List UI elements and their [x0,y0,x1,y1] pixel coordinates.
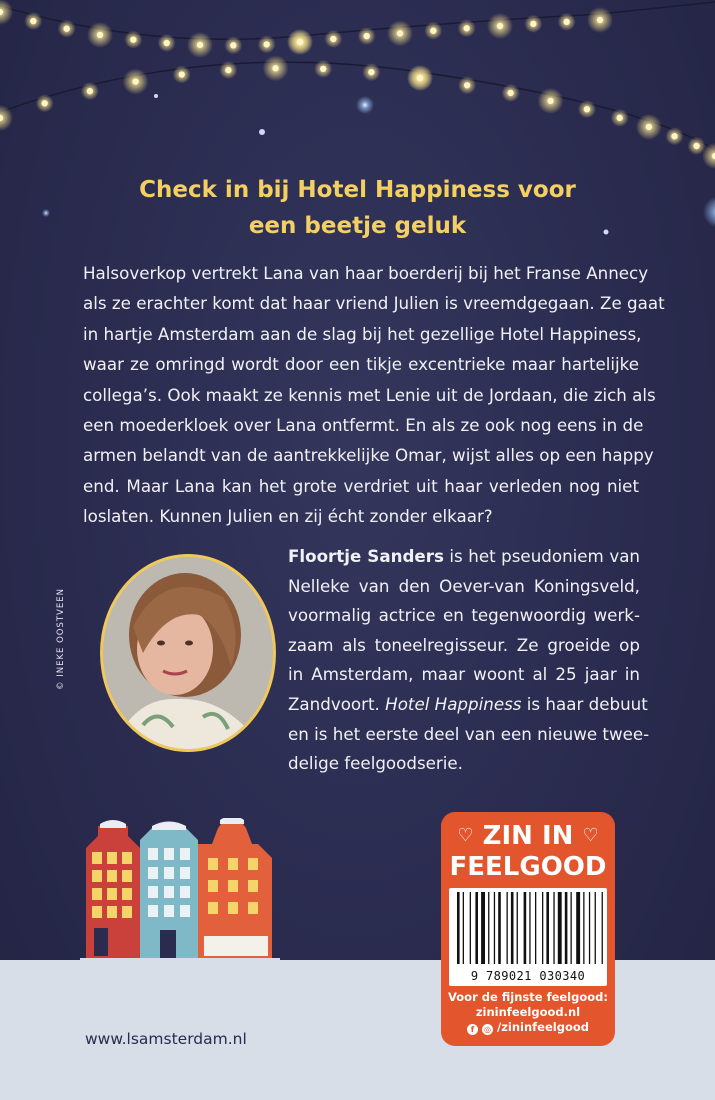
social-handle: /zininfeelgood [497,1020,589,1034]
light-bulb-core [63,25,69,31]
house-window [148,867,158,879]
bio-text: en is het eerste deel van een nieuwe twee- [288,723,650,744]
barcode-bar [507,892,508,964]
light-bulb-core [130,36,136,42]
house-window [164,848,174,860]
house-window [228,880,238,892]
barcode-bar [470,892,471,964]
light-bulb-core [230,42,236,48]
bio-text: in Amsterdam, maar woont al 25 jaar in [288,664,640,685]
barcode-bar [475,892,478,964]
canal-houses-illustration [80,818,280,966]
light-bulb-core [197,42,203,48]
heart-outline-icon: ♡ [582,825,599,846]
blurb-line: loslaten. Kunnen Julien en zij écht zonder elkaar? [83,506,493,527]
light-bulb-core [179,71,185,77]
bio-text: voormalig actrice en tegenwoordig werk- [288,605,640,626]
house-window [180,867,190,879]
light-bulb-core [225,67,231,73]
blurb-line: in hartje Amsterdam aan de slag bij het gezellige Hotel Happiness, [83,323,642,344]
house-window [180,905,190,917]
barcode-bar [535,892,536,964]
house-window [107,870,117,882]
light-bulb-core [507,90,513,96]
barcode-bar [546,892,549,964]
bio-text: Zandvoort. [288,693,386,714]
house-window [148,905,158,917]
light-bulb-core [430,28,436,34]
house-window [107,888,117,900]
house-window [148,886,158,898]
house-window [164,886,174,898]
blurb-line: end. Maar Lana kan het grote verdriet uit haar verleden nog niet [83,475,639,496]
house-window [180,886,190,898]
light-bulb-core [320,66,326,72]
headline [90,172,625,244]
barcode-bar [463,892,464,964]
badge-title-line-2: FEELGOOD [449,852,607,882]
bio-text: is het pseudoniem van [443,546,640,566]
badge-title [441,820,615,883]
light-bulb-core [30,18,36,24]
author-bio [288,542,650,779]
house-window [92,888,102,900]
house-window [248,880,258,892]
light-bulb-core [330,36,336,42]
barcode-bar [558,892,562,964]
light-bulb-core [163,40,169,46]
barcode-bar [602,892,603,964]
barcode-bar [589,892,590,964]
author-photo-illustration [103,557,273,749]
light-bulb-core [397,30,403,36]
light-bulb-core [132,78,138,84]
blurb-line: waar ze omringd wordt door een tikje excentrieke maar hartelijke [83,354,639,375]
book-title: Hotel Happiness [385,693,522,714]
badge-title-line-1: ZIN IN [482,821,574,851]
barcode-bar [517,892,518,964]
barcode-bar [494,892,495,964]
barcode-bar [457,892,460,964]
light-bulb-core [297,39,303,45]
barcode-bar [565,892,568,964]
light-bulb-core [41,100,47,106]
house-window [208,880,218,892]
house-window [92,852,102,864]
house-window [228,902,238,914]
house-window [92,870,102,882]
light-bulb-core [646,124,652,130]
light-bulb-core [464,82,470,88]
social-handle-row[interactable] [441,1020,615,1035]
blurb-line: armen belandt van de aantrekkelijke Omar, wijst alles op een happy [83,445,654,466]
barcode-bar [529,892,530,964]
light-bulb-core [463,25,469,31]
badge-tagline [441,990,615,1035]
light-bulb-core [597,17,603,23]
bio-text: Nelleke van den Oever-van Koningsveld, [288,575,640,596]
house-window [122,906,132,918]
house-window [180,848,190,860]
barcode-bar [524,892,527,964]
facebook-icon: f [467,1024,478,1035]
light-bulb-core [368,69,374,75]
barcode-bar [498,892,501,964]
photo-credit: © INEKE OOSTVEEN [56,588,66,690]
zin-in-feelgood-badge [441,812,615,1046]
blurb-line: een moederkloek over Lana ontfermt. En als ze ook nog eens in de [83,415,644,436]
barcode [449,888,607,986]
light-bulb-core [87,88,93,94]
house-window [208,902,218,914]
light-bulb-core [563,19,569,25]
house-window [122,852,132,864]
book-blurb [83,258,665,532]
barcode-bar [542,892,543,964]
house-window [122,870,132,882]
light-bulb-core [363,33,369,39]
blurb-line: als ze erachter komt dat haar vriend Julien is vreemdgegaan. Ze gaat [83,293,665,314]
light-bulb-core [693,143,699,149]
author-portrait [100,554,276,752]
light-bulb-core [497,23,503,29]
tagline-line-1: Voor de fijnste feelgood: [448,990,608,1004]
light-bulb-core [97,32,103,38]
barcode-bar [511,892,514,964]
house-window [248,902,258,914]
house-window [248,858,258,870]
isbn-number: 9 789021 030340 [470,969,586,983]
bio-text: is haar debuut [521,693,648,714]
house-window [208,858,218,870]
barcode-bar [481,892,485,964]
instagram-icon: ◎ [482,1024,493,1035]
house-window [148,848,158,860]
light-bulb-core [584,106,590,112]
barcode-bar [571,892,572,964]
headline-line-2: een beetje geluk [248,213,467,239]
publisher-website[interactable]: www.lsamsterdam.nl [85,1030,247,1048]
house-window [107,906,117,918]
light-bulb-core [547,98,553,104]
house-window [92,906,102,918]
bio-text: delige feelgoodserie. [288,753,463,774]
house-window [228,858,238,870]
house-window [164,905,174,917]
headline-line-1: Check in bij Hotel Happiness voor [139,177,576,203]
blurb-line: collega’s. Ook maakt ze kennis met Lenie uit de Jordaan, die zich als [83,384,656,405]
barcode-bar [583,892,584,964]
bio-text: zaam als toneelregisseur. Ze groeide op [288,634,640,655]
house-window [164,867,174,879]
barcode-bar [553,892,554,964]
barcode-bar [576,892,580,964]
light-bulb-core [263,41,269,47]
light-bulb-core [530,21,536,27]
blurb-line: Halsoverkop vertrekt Lana van haar boerderij bij het Franse Annecy [83,263,649,283]
tagline-url[interactable]: zininfeelgood.nl [475,1005,581,1019]
author-name: Floortje Sanders [288,546,444,566]
light-bulb-core [272,65,278,71]
light-bulb-core [616,115,622,121]
barcode-bar [595,892,596,964]
barcode-bars [449,888,607,968]
house-window [107,852,117,864]
light-bulb-core [671,133,677,139]
light-bulb-core [417,75,423,81]
barcode-bar [488,892,489,964]
house-window [122,888,132,900]
heart-outline-icon: ♡ [457,825,474,846]
